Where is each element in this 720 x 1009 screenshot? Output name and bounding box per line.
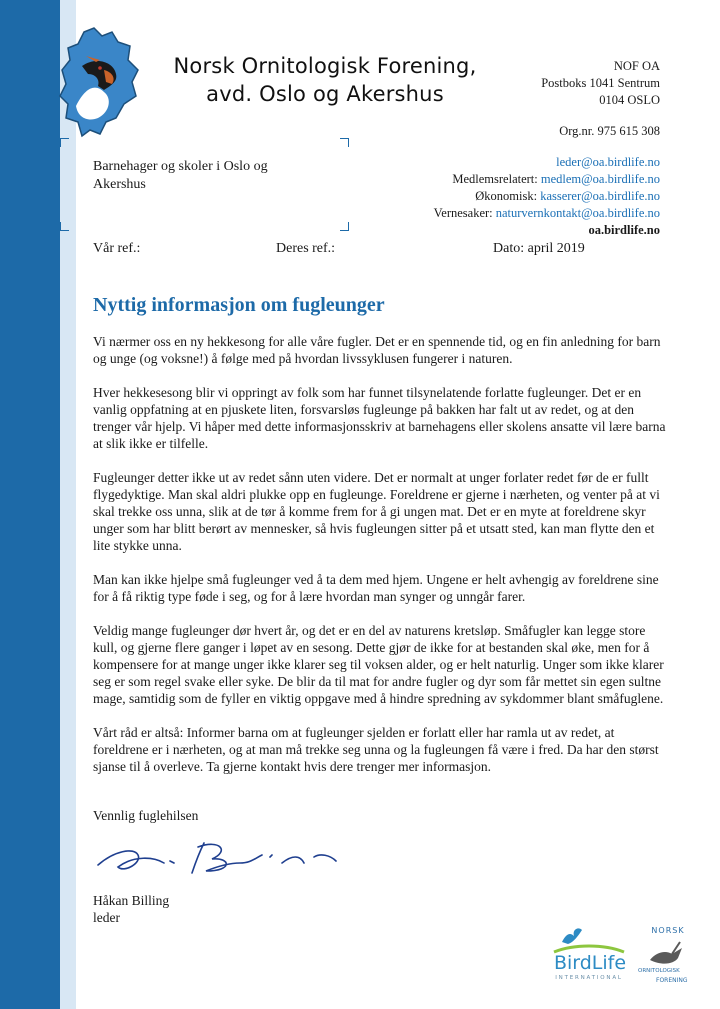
left-margin-stripe [60, 0, 76, 1009]
letter-body [93, 333, 673, 792]
birdlife-subtitle: INTERNATIONAL [555, 975, 623, 981]
paragraph: Veldig mange fugleunger dør hvert år, og det er en del av naturens kretsløp. Småfugler kan legge store kull, og gjerne flere ganger i løpet av en sesong. Dette gjør de ikke for at bestanden skal øke, men for å kompensere for at mange unger ikke klarer seg til voksen alder, og er helt naturlig. Unger som ikke klarer seg er som regel svake eller syke. De blir da til mat for andre fugler og dyr som får mettet sin egen sultne mage, samtidig som de fyller en viktig oppgave med å hindre spredning av sykdommer blant småfuglene. [93, 623, 664, 706]
address-window-corner [60, 222, 69, 231]
website-link[interactable]: oa.birdlife.no [588, 223, 660, 237]
organization-name-line1: Norsk Ornitologisk Forening, [173, 54, 477, 78]
our-reference: Vår ref.: [93, 241, 141, 256]
organization-name-line2: avd. Oslo og Akershus [206, 82, 444, 106]
signer-name: Håkan Billing [93, 893, 170, 908]
conservation-email-link[interactable]: naturvernkontakt@oa.birdlife.no [495, 206, 660, 220]
nof-grebe-logo [56, 26, 140, 138]
member-label: Medlemsrelatert: [452, 172, 538, 186]
address-window-corner [340, 222, 349, 231]
contact-name: NOF OA [613, 59, 660, 73]
birdlife-wordmark: BirdLife [553, 952, 627, 974]
paragraph: Hver hekkesesong blir vi oppringt av folk som har funnet tilsynelatende forlatte fugleunger. Det er en vanlig oppfatning at en pjuskete liten, forsvarsløs fugleunge på bakken har falt ut av redet, og at den trenger vår hjelp. Vi håper med dette informasjonsskriv at barnehagens eller skolens ansatte vil lære barna at slik ikke er tilfelle. [93, 385, 666, 451]
signer-block [93, 892, 169, 926]
handwritten-signature [94, 833, 339, 883]
paragraph: Fugleunger detter ikke ut av redet sånn uten videre. Det er normalt at unger forlater redet før de er fullt flygedyktige. Man skal aldri plukke opp en fugleunge. Foreldrene er gjerne i nærheten, og venter på at vi skal trekke oss unna, slik at de tør å komme frem for å gi ungen mat. Det er en myte at foreldrene skyr unger som har blitt berørt av mennesker, så hvis fugleungen sitter på et utsatt sted, kan man flytte den et lite stykke unna. [93, 470, 660, 553]
nof-stamp-right: FORENING [656, 977, 688, 984]
recipient-address: Barnehager og skoler i Oslo og Akershus [93, 159, 268, 192]
conservation-label: Vernesaker: [433, 206, 493, 220]
nof-stamp-left: ORNITOLOGISK [638, 968, 680, 974]
contact-postal: 0104 OSLO [599, 93, 660, 107]
nof-stamp-top: NORSK [651, 926, 685, 935]
finance-label: Økonomisk: [475, 189, 538, 203]
contact-postbox: Postboks 1041 Sentrum [541, 76, 660, 90]
letter-date: Dato: april 2019 [493, 241, 585, 256]
address-window-corner [60, 138, 69, 147]
finance-email-link[interactable]: kasserer@oa.birdlife.no [540, 189, 660, 203]
paragraph: Man kan ikke hjelpe små fugleunger ved å ta dem med hjem. Ungene er helt avhengig av foreldrene sine for å få riktig type føde i seg, og for å lære hvordan man synger og unngår farer. [93, 572, 659, 604]
signer-title: leder [93, 910, 120, 925]
contact-spacer [434, 109, 660, 123]
letter-heading: Nyttig informasjon om fugleunger [93, 294, 385, 316]
their-reference: Deres ref.: [276, 241, 336, 256]
paragraph: Vi nærmer oss en ny hekkesong for alle våre fugler. Det er en spennende tid, og en fin anledning for barn og unge (og voksne!) å følge med på hvordan livssyklusen fungerer i naturen. [93, 334, 661, 366]
address-window-corner [340, 138, 349, 147]
leader-email-link[interactable]: leder@oa.birdlife.no [556, 155, 660, 169]
nof-stamp-logo [636, 922, 700, 986]
contact-block [434, 58, 660, 239]
contact-spacer-2 [434, 140, 660, 154]
left-margin-band [0, 0, 60, 1009]
member-email-link[interactable]: medlem@oa.birdlife.no [540, 172, 660, 186]
paragraph: Vårt råd er altså: Informer barna om at fugleunger sjelden er forlatt eller har ramla ut av redet, at foreldrene er i nærheten, og at man må trekke seg unna og la fugleungen få være i fred. Da har den størst sjanse til å overleve. Ta gjerne kontakt hvis dere trenger mer informasjon. [93, 725, 659, 774]
contact-orgnr: Org.nr. 975 615 308 [559, 124, 660, 138]
closing-greeting: Vennlig fuglehilsen [93, 808, 199, 823]
